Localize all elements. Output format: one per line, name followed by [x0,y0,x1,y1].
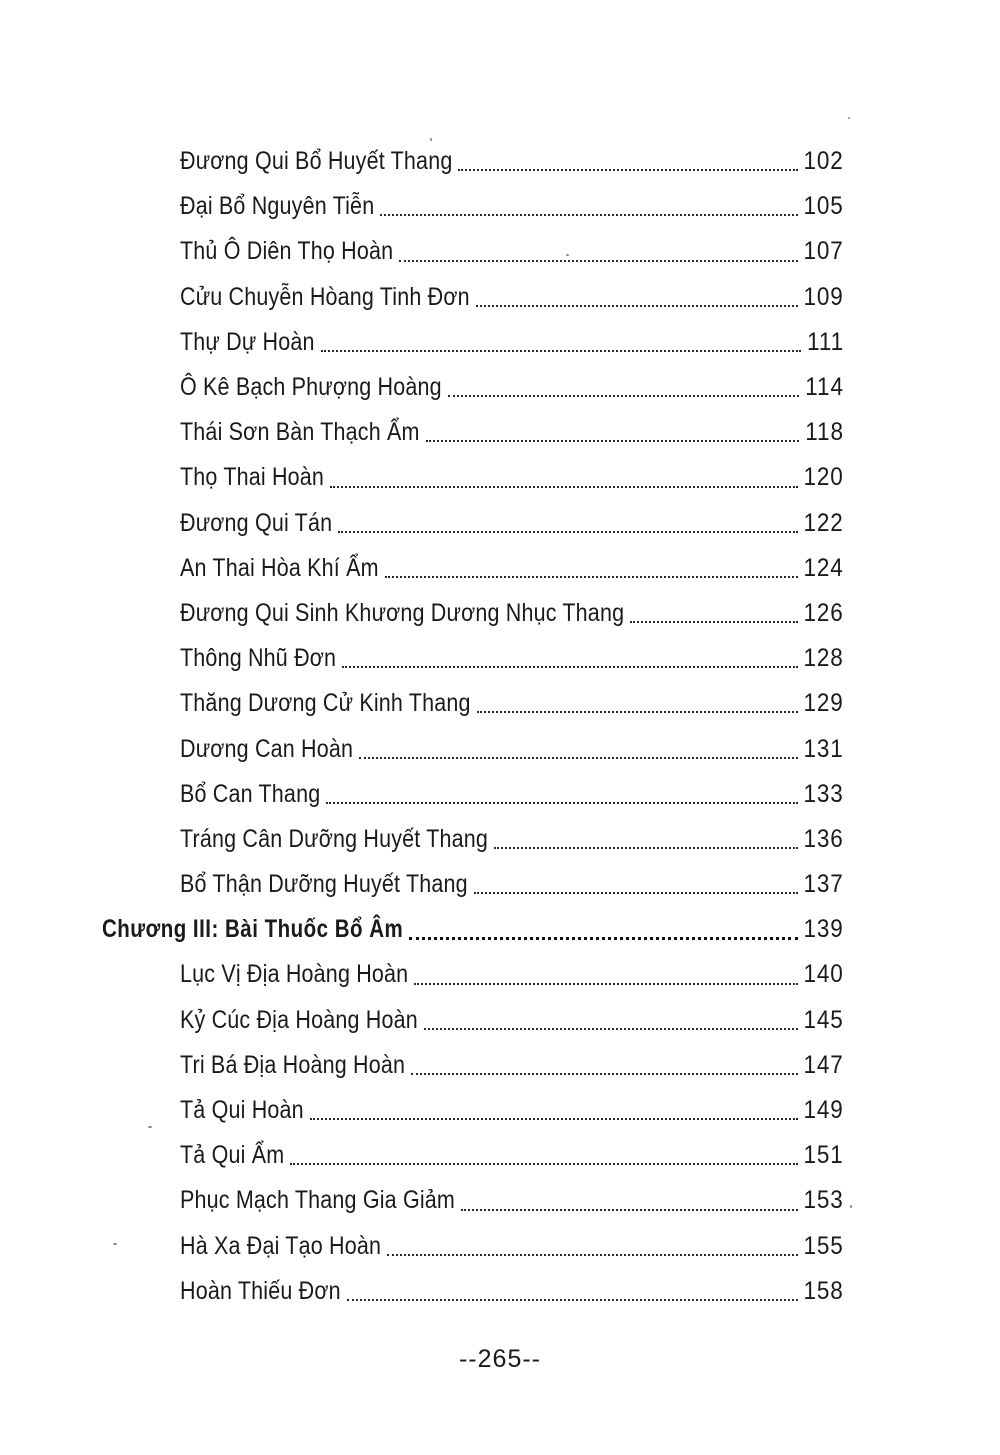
toc-entry-title: Thủ Ô Diên Thọ Hoàn [180,237,394,266]
toc-entry-title: Đương Qui Tán [180,508,333,537]
toc-entry [0,139,1000,184]
toc-entry [0,681,1000,726]
scan-speck [848,117,850,119]
scan-speck [430,138,432,141]
toc-entry-title: Dương Can Hoàn [180,734,354,763]
toc-entry-title: Thọ Thai Hoàn [180,463,325,492]
toc-entry-title: Chương III: Bài Thuốc Bổ Âm [102,915,404,944]
toc-entry-page: 105 [803,192,844,221]
toc-entry-title: Đại Bổ Nguyên Tiễn [180,192,375,221]
dot-leader [326,800,797,804]
toc-entry [0,636,1000,681]
dot-leader [338,529,798,533]
dot-leader [330,484,798,488]
toc-entry-page: 147 [803,1050,844,1079]
toc-entry-title: Đương Qui Bổ Huyết Thang [180,147,453,176]
toc-entry-page: 158 [803,1276,844,1305]
toc-entry [0,726,1000,771]
dot-leader [426,438,800,442]
toc-entry [0,1133,1000,1178]
toc-entry-title: An Thai Hòa Khí Ẩm [180,553,379,582]
toc-entry [0,275,1000,320]
toc-entry-page: 149 [803,1096,844,1125]
dot-leader [494,845,798,849]
dot-leader [476,303,798,307]
toc-entry-page: 126 [803,598,844,627]
toc-entry [0,410,1000,455]
dot-leader [399,258,798,262]
dot-leader [424,1026,798,1030]
toc-entry-title: Thự Dự Hoàn [180,327,315,356]
toc-entry-page: 131 [803,734,844,763]
toc-entry-title: Tri Bá Địa Hoàng Hoàn [180,1050,406,1079]
table-of-contents [0,139,1000,1314]
toc-entry [0,546,1000,591]
toc-entry-page: 111 [807,327,844,356]
toc-entry [0,952,1000,997]
toc-entry-title: Thái Sơn Bàn Thạch Ẩm [180,418,420,447]
toc-entry-page: 133 [803,779,844,808]
toc-entry-title: Tráng Cân Dưỡng Huyết Thang [180,824,489,853]
toc-entry-page: 120 [803,463,844,492]
toc-entry-title: Cửu Chuyễn Hòang Tinh Đơn [180,282,470,311]
toc-entry-page: 139 [803,915,844,944]
toc-entry-page: 122 [803,508,844,537]
toc-entry-title: Phục Mạch Thang Gia Giảm [180,1186,456,1215]
dot-leader [474,890,798,894]
dot-leader [477,709,798,713]
scan-speck [113,1243,117,1245]
dot-leader [359,755,798,759]
dot-leader [458,167,797,171]
dot-leader [321,348,801,352]
toc-entry-page: 118 [805,418,844,447]
toc-entry [0,229,1000,274]
toc-entry [0,1178,1000,1223]
toc-entry-page: 107 [803,237,844,266]
toc-entry-title: Kỷ Cúc Địa Hoàng Hoàn [180,1005,418,1034]
dot-leader [385,574,798,578]
scan-speck [148,1126,152,1128]
scan-speck [850,1205,852,1208]
toc-entry-page: 109 [803,282,844,311]
toc-entry-title: Lục Vị Địa Hoàng Hoàn [180,960,409,989]
toc-entry [0,862,1000,907]
toc-entry-title: Tả Qui Hoàn [180,1096,304,1125]
toc-entry-title: Thông Nhũ Đơn [180,644,337,673]
toc-chapter-entry [0,907,1000,952]
toc-entry-page: 155 [803,1231,844,1260]
dot-leader [630,619,798,623]
toc-entry-page: 140 [803,960,844,989]
toc-entry [0,501,1000,546]
dot-leader [290,1161,797,1165]
dot-leader [310,1116,798,1120]
toc-entry-page: 129 [803,689,844,718]
dot-leader [409,935,798,940]
dot-leader [414,981,797,985]
toc-entry [0,998,1000,1043]
dot-leader [387,1252,798,1256]
toc-entry [0,1224,1000,1269]
toc-entry-title: Bổ Can Thang [180,779,321,808]
toc-entry [0,365,1000,410]
scan-speck [566,254,569,256]
toc-entry-page: 124 [803,553,844,582]
toc-entry-title: Hoàn Thiếu Đơn [180,1276,341,1305]
toc-entry-page: 114 [805,373,844,402]
toc-entry [0,1269,1000,1314]
toc-entry-page: 136 [803,824,844,853]
toc-entry-page: 151 [803,1141,844,1170]
toc-entry-page: 145 [803,1005,844,1034]
dot-leader [380,212,797,216]
toc-entry [0,591,1000,636]
toc-entry [0,184,1000,229]
toc-entry-title: Thăng Dương Cử Kinh Thang [180,689,471,718]
dot-leader [347,1297,798,1301]
toc-entry [0,320,1000,365]
toc-entry-page: 102 [803,147,844,176]
dot-leader [448,393,800,397]
toc-entry-title: Ô Kê Bạch Phượng Hoàng [180,373,442,402]
toc-entry [0,1043,1000,1088]
page-number: --265-- [458,1345,541,1373]
toc-entry-page: 137 [803,870,844,899]
toc-entry-page: 128 [803,644,844,673]
dot-leader [342,664,798,668]
toc-entry-title: Đương Qui Sinh Khương Dương Nhục Thang [180,598,625,627]
dot-leader [461,1207,798,1211]
toc-entry [0,455,1000,500]
dot-leader [411,1071,798,1075]
toc-entry-title: Hà Xa Đại Tạo Hoàn [180,1231,382,1260]
toc-entry-title: Bổ Thận Dưỡng Huyết Thang [180,870,468,899]
toc-entry [0,772,1000,817]
toc-entry-page: 153 [803,1186,844,1215]
toc-entry-title: Tả Qui Ẩm [180,1141,285,1170]
toc-entry [0,817,1000,862]
